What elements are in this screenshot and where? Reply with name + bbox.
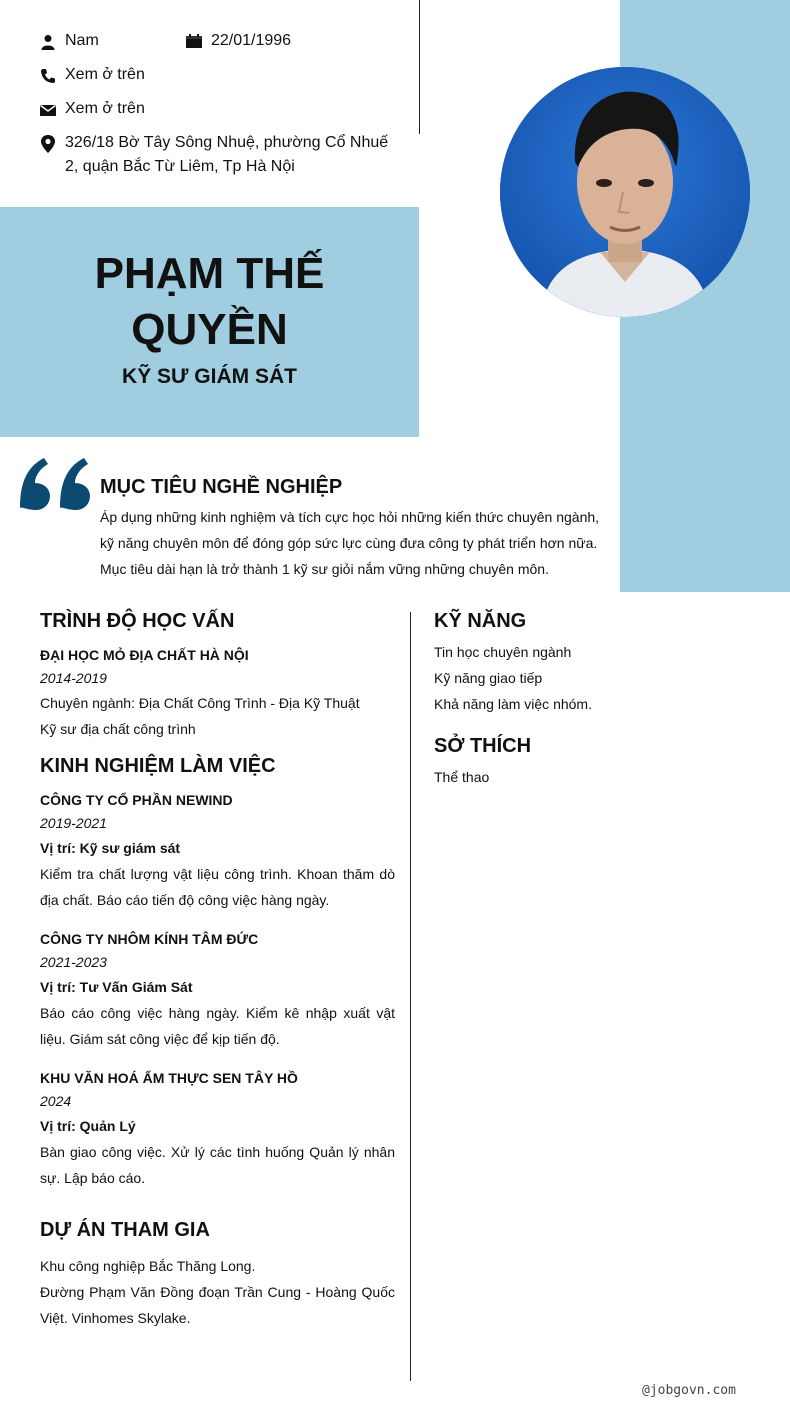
experience-company: CÔNG TY NHÔM KÍNH TÂM ĐỨC: [40, 931, 259, 947]
address-line-1: 326/18 Bờ Tây Sông Nhuệ, phường Cổ Nhuế: [65, 134, 389, 151]
phone-text: Xem ở trên: [65, 66, 145, 83]
footer-watermark: @jobgovn.com: [642, 1383, 736, 1398]
experience-company: KHU VĂN HOÁ ẨM THỰC SEN TÂY HỒ: [40, 1070, 298, 1086]
education-title: TRÌNH ĐỘ HỌC VẤN: [40, 610, 235, 632]
experience-years: 2021-2023: [40, 954, 107, 970]
skill-item: Tin học chuyên ngành: [434, 644, 572, 660]
education-degree: Kỹ sư địa chất công trình: [40, 721, 196, 737]
skill-item: Khả năng làm việc nhóm.: [434, 696, 592, 712]
name-line-1: PHẠM THẾ: [94, 249, 325, 298]
experience-years: 2024: [40, 1093, 72, 1109]
objective-line: Áp dụng những kinh nghiệm và tích cực học hỏi những kiến thức chuyên ngành,: [100, 509, 600, 525]
skills-title: KỸ NĂNG: [434, 610, 527, 632]
objective-text: [100, 504, 600, 582]
experience-desc: Kiểm tra chất lượng vật liệu công trình. Khoan thăm dò địa chất. Báo cáo tiến độ công việc hàng ngày.: [40, 866, 395, 908]
gender-text: Nam: [65, 32, 99, 49]
job-title: KỸ SƯ GIÁM SÁT: [122, 365, 297, 388]
person-icon: [40, 34, 56, 50]
profile-photo: [500, 67, 750, 317]
skill-item: Kỹ năng giao tiếp: [434, 670, 543, 686]
location-icon: [40, 135, 56, 151]
birthday-text: 22/01/1996: [211, 32, 292, 49]
contact-address: [40, 131, 388, 179]
objective-line: kỹ năng chuyên môn để đóng góp sức lực cùng đưa công ty phát triển hơn nữa.: [100, 535, 598, 551]
name-line-2: QUYỀN: [131, 305, 288, 354]
phone-icon: [40, 68, 56, 84]
project-item: Khu công nghiệp Bắc Thăng Long.: [40, 1258, 256, 1274]
objective-title: MỤC TIÊU NGHỀ NGHIỆP: [100, 476, 343, 498]
experience-years: 2019-2021: [40, 815, 107, 831]
calendar-icon: [186, 34, 202, 50]
divider-top: [419, 0, 420, 134]
quote-icon: [18, 452, 94, 512]
contact-gender: [40, 32, 99, 50]
email-text: Xem ở trên: [65, 100, 145, 117]
hobby-item: Thể thao: [434, 769, 490, 785]
full-name: [0, 246, 419, 358]
experience-company: CÔNG TY CỔ PHẦN NEWIND: [40, 792, 233, 808]
projects-title: DỰ ÁN THAM GIA: [40, 1219, 210, 1241]
address-line-2: 2, quận Bắc Từ Liêm, Tp Hà Nội: [65, 158, 295, 175]
experience-desc: Bàn giao công việc. Xử lý các tình huống Quản lý nhân sự. Lập báo cáo.: [40, 1144, 395, 1186]
divider-column: [410, 612, 411, 1381]
contact-phone: [40, 66, 145, 84]
experience-title: KINH NGHIỆM LÀM VIỆC: [40, 755, 276, 777]
experience-position: Vị trí: Kỹ sư giám sát: [40, 840, 181, 856]
experience-position: Vị trí: Tư Vấn Giám Sát: [40, 979, 193, 995]
hobbies-title: SỞ THÍCH: [434, 735, 532, 757]
objective-line: Mục tiêu dài hạn là trở thành 1 kỹ sư giỏi nắm vững những chuyên môn.: [100, 561, 549, 577]
experience-position: Vị trí: Quản Lý: [40, 1118, 136, 1134]
contact-birthday: [186, 32, 291, 50]
mail-icon: [40, 102, 56, 118]
experience-desc: Báo cáo công việc hàng ngày. Kiểm kê nhập xuất vật liệu. Giám sát công việc để kịp tiến độ.: [40, 1005, 395, 1047]
education-years: 2014-2019: [40, 670, 107, 686]
education-school: ĐẠI HỌC MỎ ĐỊA CHẤT HÀ NỘI: [40, 647, 249, 663]
project-item: Đường Phạm Văn Đồng đoạn Trần Cung - Hoàng Quốc Việt. Vinhomes Skylake.: [40, 1284, 395, 1326]
contact-email: [40, 100, 145, 118]
education-major: Chuyên ngành: Địa Chất Công Trình - Địa Kỹ Thuật: [40, 695, 360, 711]
